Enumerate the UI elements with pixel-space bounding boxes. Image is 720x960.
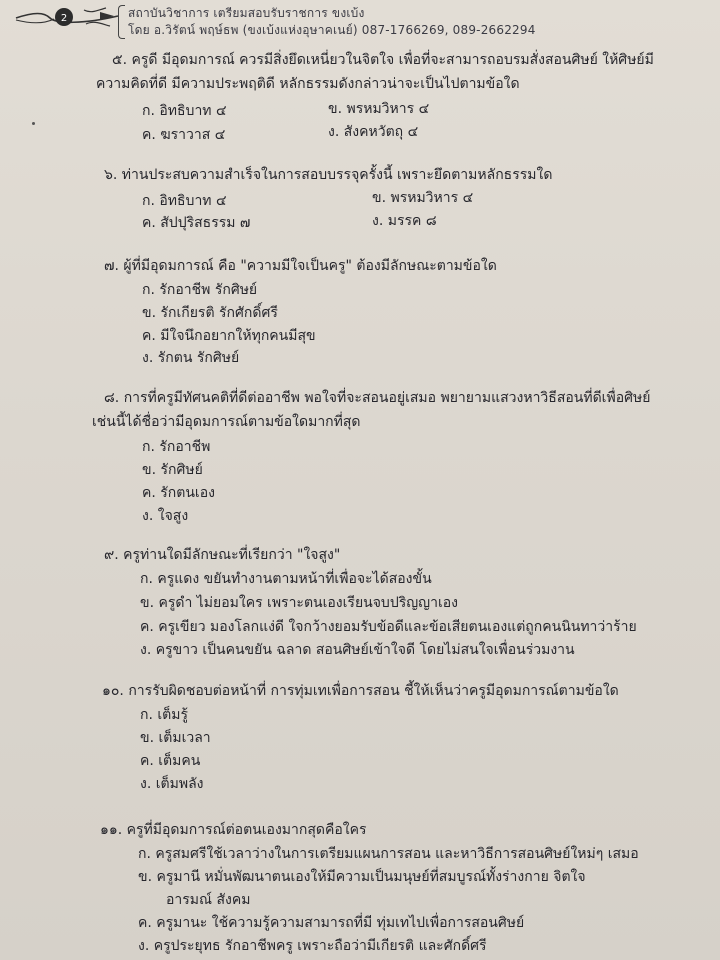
option-a: ก. ครูแดง ขยันทำงานตามหน้าที่เพื่อจะได้สองขั้น bbox=[140, 571, 432, 587]
question-stem: ๘. การที่ครูมีทัศนคติที่ดีต่ออาชีพ พอใจที่จะสอนอยู่เสมอ พยายามแสวงหาวิธีสอนที่ดีเพื่อศิษย์ bbox=[104, 390, 651, 406]
option-b: ข. รักเกียรติ รักศักดิ์ศรี bbox=[142, 305, 278, 321]
question-stem-continued: เช่นนี้ได้ชื่อว่ามีอุดมการณ์ตามข้อใดมากที่สุด bbox=[92, 414, 361, 430]
option-c: ค. ฆราวาส ๔ bbox=[142, 127, 226, 143]
option-a: ก. เต็มรู้ bbox=[140, 707, 189, 723]
option-c: ค. รักตนเอง bbox=[142, 485, 215, 501]
option-c: ค. เต็มคน bbox=[140, 753, 201, 769]
instructor-contact: โดย อ.วิรัตน์ พฤษ์ธพ (ขงเบ้งแห่งอุษาคเนย์) 087-1766269, 089-2662294 bbox=[128, 23, 536, 37]
option-b-continued: อารมณ์ สังคม bbox=[166, 892, 251, 908]
option-c: ค. สัปปุริสธรรม ๗ bbox=[142, 215, 251, 231]
question-stem: ๑๑. ครูที่มีอุดมการณ์ต่อตนเองมากสุดคือใคร bbox=[100, 822, 367, 838]
option-d: ง. เต็มพลัง bbox=[140, 776, 204, 792]
question-stem: ๑๐. การรับผิดชอบต่อหน้าที่ การทุ่มเทเพื่อการสอน ชี้ให้เห็นว่าครูมีอุดมการณ์ตามข้อใด bbox=[102, 683, 619, 699]
question-stem: ๗. ผู้ที่มีอุดมการณ์ คือ "ความมีใจเป็นครู" ต้องมีลักษณะตามข้อใด bbox=[104, 258, 497, 274]
option-b: ข. เต็มเวลา bbox=[140, 730, 211, 746]
option-d: ง. ครูประยุทธ รักอาชีพครู เพราะถือว่ามีเกียรติ และศักดิ์ศรี bbox=[138, 938, 487, 954]
option-c: ค. ครูมานะ ใช้ความรู้ความสามารถที่มี ทุ่มเทไปเพื่อการสอนศิษย์ bbox=[138, 915, 525, 931]
question-stem: ๕. ครูดี มีอุดมการณ์ ควรมีสิ่งยึดเหนี่ยวในจิตใจ เพื่อที่จะสามารถอบรมสั่งสอนศิษย์ ให้ศิษย์มี bbox=[112, 52, 654, 68]
institute-name: สถาบันวิชาการ เตรียมสอบรับราชการ ขงเบ้ง bbox=[128, 6, 365, 20]
option-d: ง. รักตน รักศิษย์ bbox=[142, 350, 240, 366]
paper-speck bbox=[32, 122, 35, 125]
option-d: ง. ใจสูง bbox=[142, 508, 189, 524]
option-b: ข. รักศิษย์ bbox=[142, 462, 203, 478]
question-stem: ๙. ครูท่านใดมีลักษณะที่เรียกว่า "ใจสูง" bbox=[104, 547, 341, 563]
logo-number: 2 bbox=[60, 13, 68, 24]
option-a: ก. รักอาชีพ รักศิษย์ bbox=[142, 282, 258, 298]
option-b: ข. ครูมานี หมั่นพัฒนาตนเองให้มีความเป็นมนุษย์ที่สมบูรณ์ทั้งร่างกาย จิตใจ bbox=[138, 869, 586, 885]
option-a: ก. อิทธิบาท ๔ bbox=[142, 103, 227, 119]
option-c: ค. ครูเขียว มองโลกแง่ดี ใจกว้างยอมรับข้อดีและข้อเสียตนเองแต่ถูกคนนินทาว่าร้าย bbox=[140, 619, 637, 635]
question-stem: ๖. ท่านประสบความสำเร็จในการสอบบรรจุครั้งนี้ เพราะยึดตามหลักธรรมใด bbox=[104, 167, 553, 183]
page-header bbox=[14, 2, 614, 42]
header-bracket bbox=[118, 5, 125, 39]
option-c: ค. มีใจนึกอยากให้ทุกคนมีสุข bbox=[142, 328, 316, 344]
option-a: ก. อิทธิบาท ๔ bbox=[142, 193, 227, 209]
option-d: ง. ครูขาว เป็นคนขยัน ฉลาด สอนศิษย์เข้าใจดี โดยไม่สนใจเพื่อนร่วมงาน bbox=[140, 642, 575, 658]
option-b: ข. พรหมวิหาร ๔ bbox=[328, 101, 430, 117]
option-b: ข. พรหมวิหาร ๔ bbox=[372, 190, 474, 206]
option-a: ก. รักอาชีพ bbox=[142, 439, 211, 455]
ornament-logo-icon bbox=[14, 4, 124, 30]
option-b: ข. ครูดำ ไม่ยอมใคร เพราะตนเองเรียนจบปริญญาเอง bbox=[140, 595, 458, 611]
question-stem-continued: ความคิดที่ดี มีความประพฤติดี หลักธรรมดังกล่าวน่าจะเป็นไปตามข้อใด bbox=[96, 76, 520, 92]
option-a: ก. ครูสมศรีใช้เวลาว่างในการเตรียมแผนการสอน และหาวิธีการสอนศิษย์ใหม่ๆ เสมอ bbox=[138, 846, 639, 862]
option-d: ง. สังคหวัตถุ ๔ bbox=[328, 124, 419, 140]
option-d: ง. มรรค ๘ bbox=[372, 213, 437, 229]
